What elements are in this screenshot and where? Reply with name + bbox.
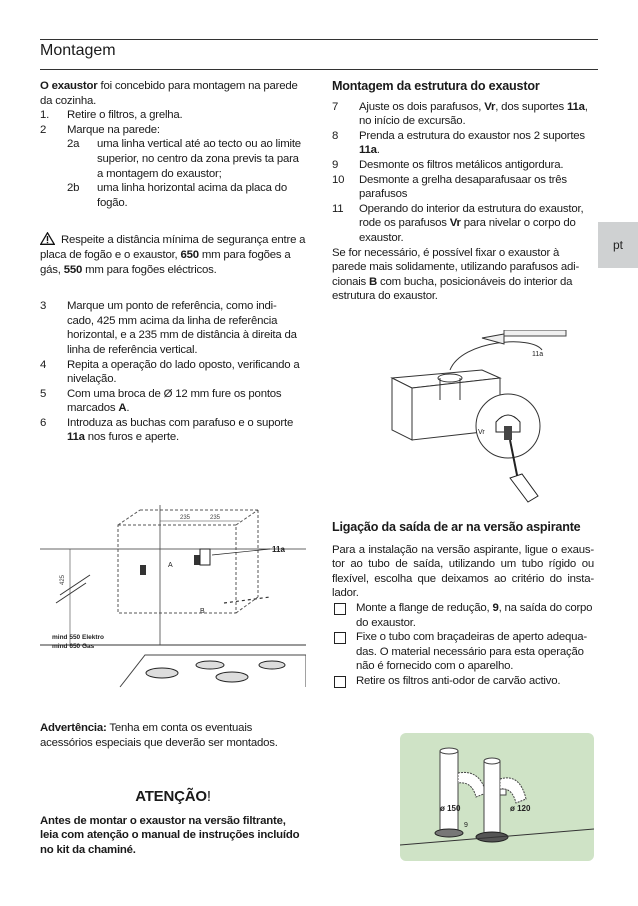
checkbox-icon	[334, 603, 346, 615]
list-item: 11 Operando do interior da estrutura do exaustor, rode os parafusos Vr para nivelar o corpo do exaustor.	[332, 202, 584, 244]
section-heading-aspirating: Ligação da saída de ar na versão aspirante	[332, 520, 581, 534]
list-item: 8 Prenda a estrutura do exaustor nos 2 suportes 11a.	[332, 129, 585, 157]
checkbox-icon	[334, 632, 346, 644]
checklist-item: Fixe o tubo com braçadeiras de aperto adequa- das. O material necessário para esta operação não é fornecido com o aparelho.	[332, 630, 594, 674]
label-a: A	[168, 562, 173, 569]
dimension-235-left: 235	[180, 515, 191, 521]
list-item: 6 Introduza as buchas com parafuso e o suporte 11a nos furos e aperte.	[40, 416, 294, 444]
page-title: Montagem	[40, 42, 116, 59]
duct-connection-diagram	[400, 733, 594, 861]
warning-triangle-icon	[40, 232, 55, 245]
list-item: 7 Ajuste os dois parafusos, Vr, dos suportes 11a, no início de excursão.	[332, 100, 588, 128]
aspirating-section	[332, 520, 594, 689]
list-item: 5 Com uma broca de Ø 12 mm fure os pontos marcados A.	[40, 387, 282, 415]
checklist-item: Retire os filtros anti-odor de carvão activo.	[332, 674, 594, 689]
attention-text: Antes de montar o exaustor na versão filtrante, leia com atenção o manual de instruções incluído no kit da chaminé.	[40, 814, 300, 856]
sub-list-item: 2b uma linha horizontal acima da placa do fogão.	[67, 182, 287, 209]
aspirating-paragraph: Para a instalação na versão aspirante, ligue o exaus- tor ao tubo de saída, utilizando um tubo rígido ou flexível, escolha que deixamos ao critério do insta- lador.	[332, 543, 594, 600]
attention-heading: ATENÇÃO!	[135, 788, 211, 806]
warning-notes	[40, 721, 306, 858]
label-b: B	[200, 608, 205, 615]
diameter-150: ø 150	[440, 804, 461, 813]
list-item: 3 Marque um ponto de referência, como indi- cado, 425 mm acima da linha de referência horizontal, e a 235 mm de distância à direita da linha de referência vertical.	[40, 300, 297, 356]
list-item: 2 Marque na parede:	[40, 123, 160, 136]
safety-warning: Respeite a distância mínima de segurança entre a placa de fogão e o exaustor, 650 mm para fogões a gás, 550 mm para fogões eléctricos.	[40, 234, 306, 276]
label-vr: Vr	[478, 429, 485, 436]
list-item: 10 Desmonte a grelha desaparafusaar os três parafusos	[332, 173, 567, 201]
dimension-235-right: 235	[210, 515, 221, 521]
section-heading-structure: Montagem da estrutura do exaustor	[332, 79, 540, 93]
right-column	[332, 79, 594, 304]
intro-paragraph: O exaustor foi concebido para montagem na parede da cozinha.	[40, 80, 298, 107]
advertencia-paragraph: Advertência: Tenha em conta os eventuais acessórios especiais que deverão ser montados.	[40, 722, 278, 749]
left-column	[40, 79, 306, 445]
checkbox-icon	[334, 676, 346, 688]
top-rule	[40, 39, 598, 40]
dimension-425: 425	[60, 574, 66, 585]
list-item: 9 Desmonte os filtros metálicos antigordura.	[332, 158, 564, 171]
fixing-note: Se for necessário, é possível fixar o exaustor à parede mais solidamente, utilizando parafusos adi- cionais B com bucha, posicionáveis do interior da estrutura do exaustor.	[332, 246, 580, 303]
label-9: 9	[464, 822, 468, 829]
diameter-120: ø 120	[510, 804, 531, 813]
leveling-diagram	[332, 330, 594, 510]
wall-mounting-diagram	[40, 505, 306, 689]
list-item: 4 Repita a operação do lado oposto, verificando a nivelação.	[40, 358, 300, 386]
min-gas-label: mind 650 Gas	[52, 643, 95, 650]
language-tab: pt	[598, 222, 638, 268]
label-11a-right: 11a	[532, 351, 544, 358]
label-11a: 11a	[272, 545, 285, 554]
min-elektro-label: mind 550 Elektro	[52, 634, 105, 641]
title-rule	[40, 69, 598, 70]
checklist-item: Monte a flange de redução, 9, na saída do corpo do exaustor.	[332, 601, 594, 630]
list-item: 1. Retire o filtros, a grelha.	[40, 109, 183, 122]
sub-list-item: 2a uma linha vertical até ao tecto ou ao limite superior, no centro da zona previs ta para a montagem do exaustor;	[67, 138, 301, 180]
